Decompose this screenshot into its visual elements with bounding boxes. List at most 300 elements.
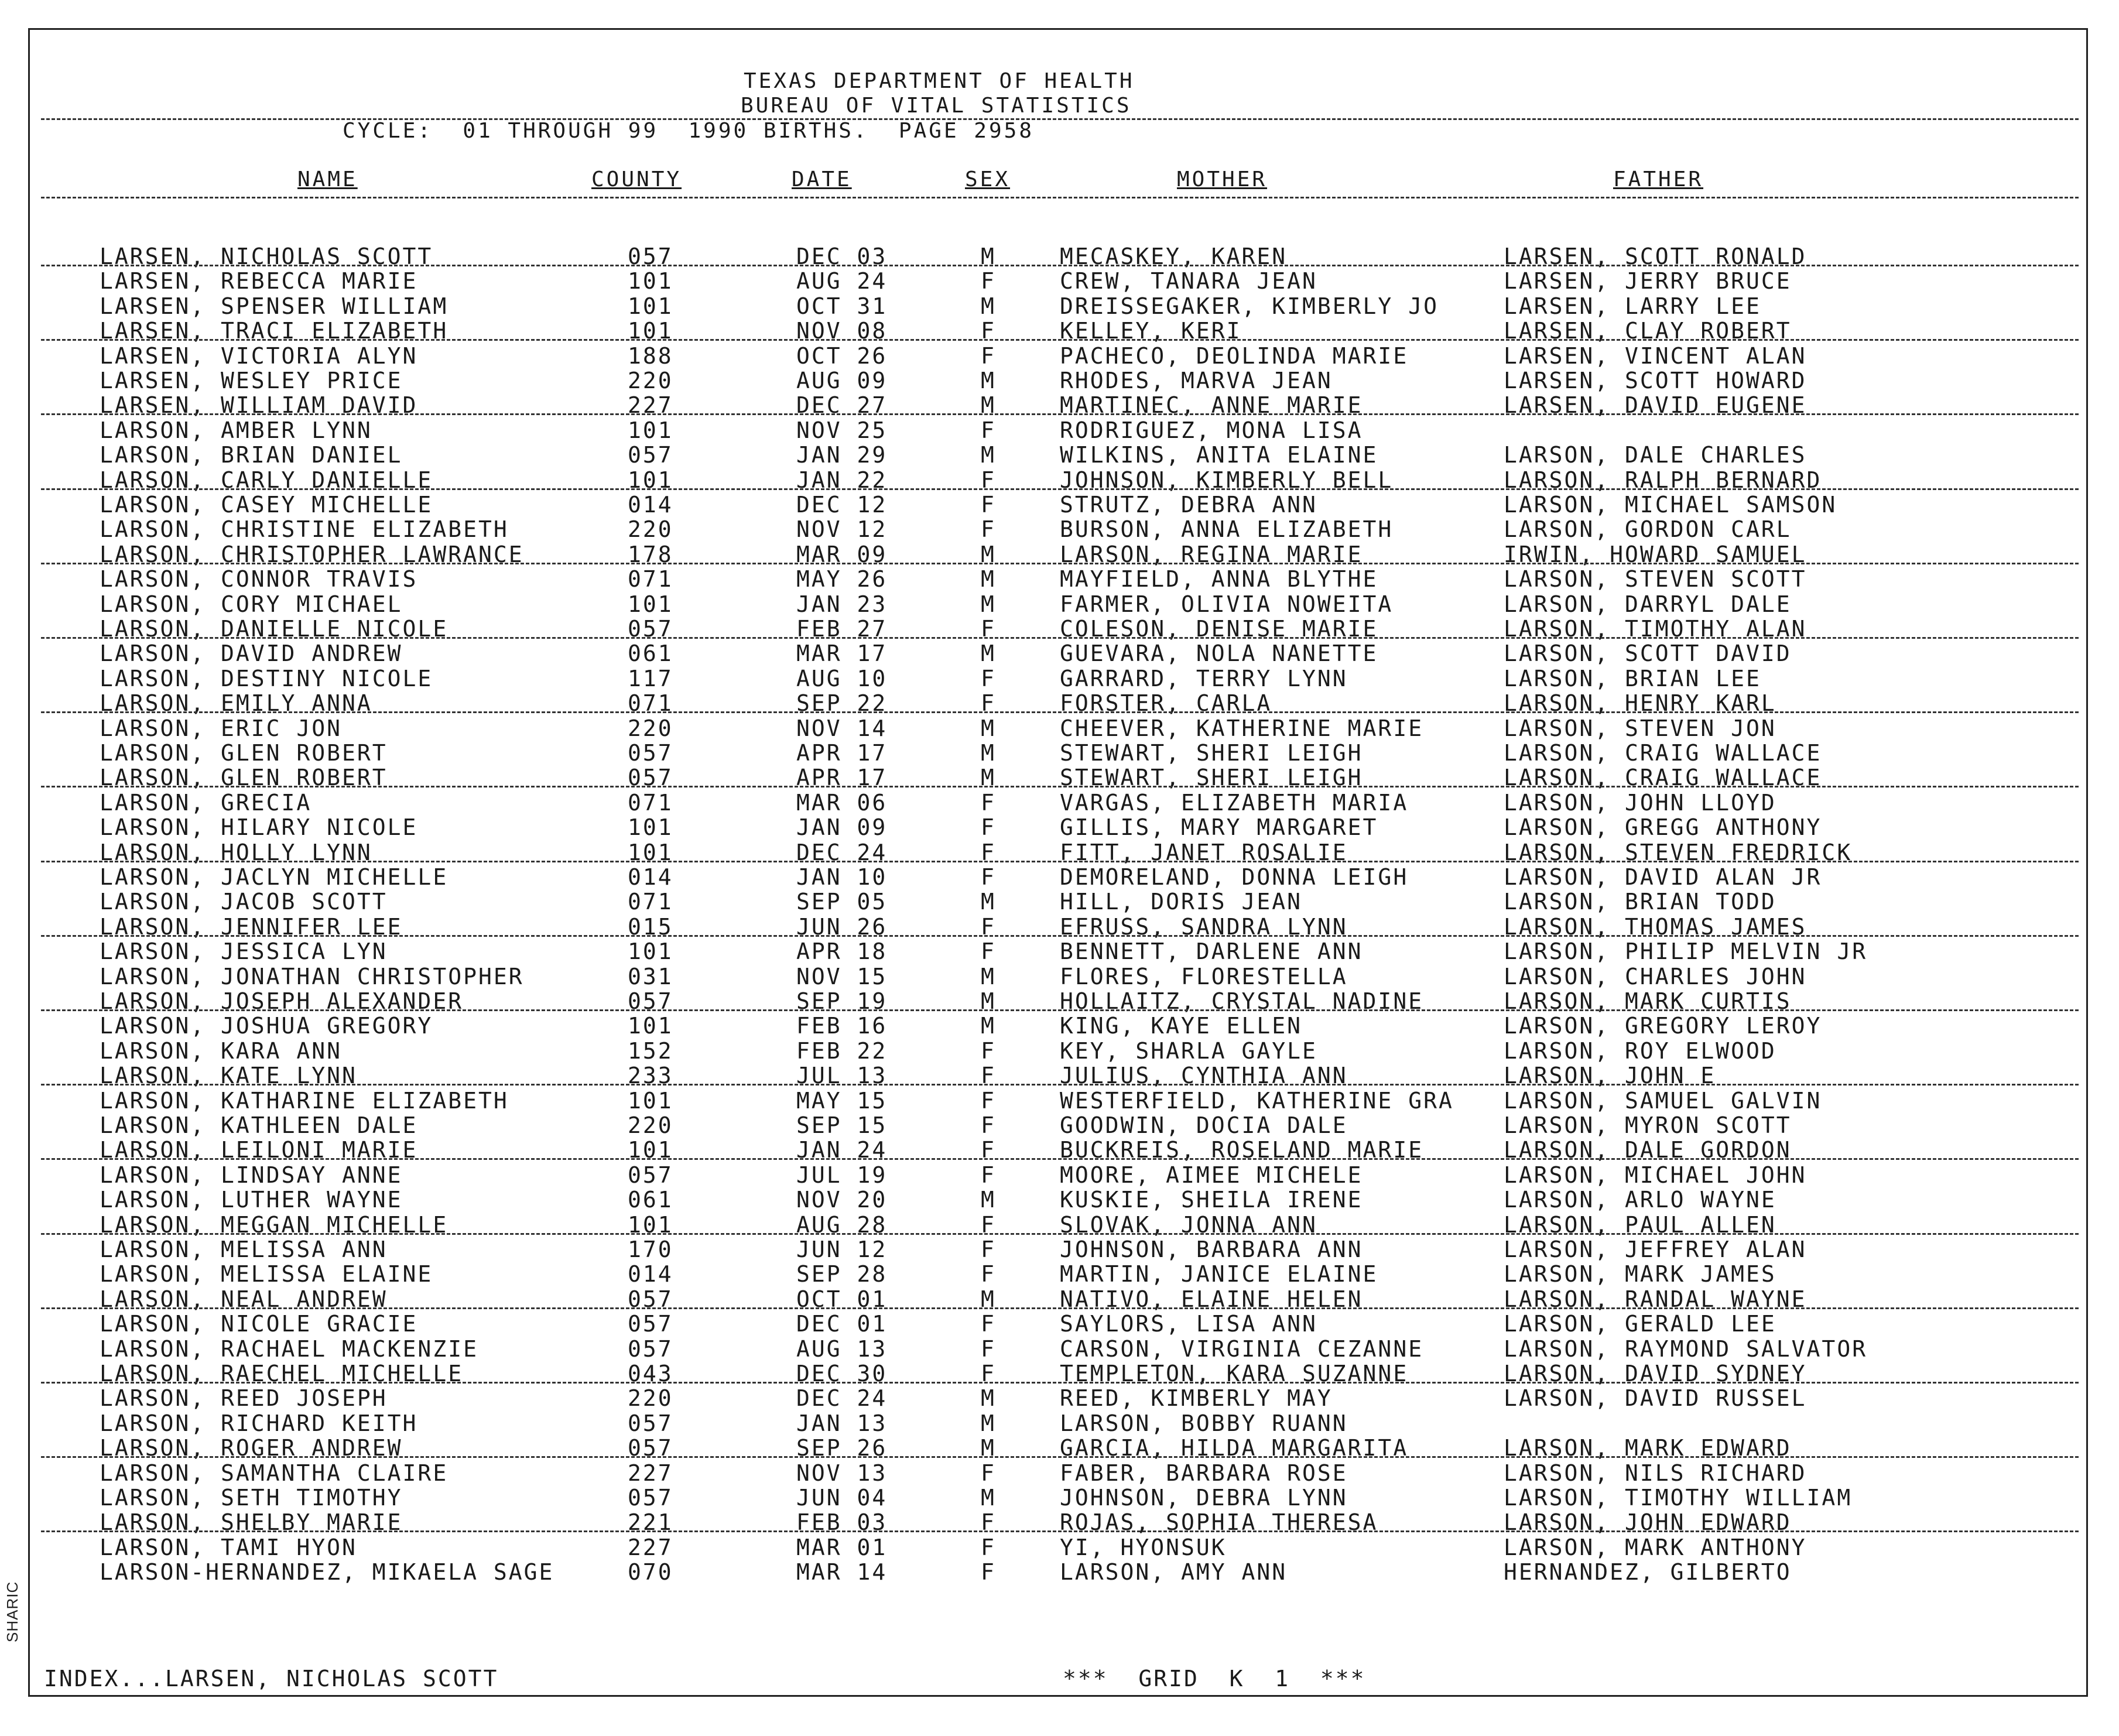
record-sex: M (981, 1410, 996, 1436)
row-separator (41, 786, 2079, 787)
record-mother: FABER, BARBARA ROSE (1060, 1460, 1348, 1486)
record-date: NOV 12 (796, 516, 888, 543)
record-sex: M (981, 1013, 996, 1039)
record-name: LARSON, REED JOSEPH (100, 1385, 388, 1412)
column-county: COUNTY (591, 167, 682, 191)
record-name: LARSON, NICOLE GRACIE (100, 1311, 418, 1337)
record-county: 057 (628, 616, 673, 642)
record-sex: M (981, 392, 996, 419)
record-mother: WESTERFIELD, KATHERINE GRA (1060, 1087, 1454, 1114)
record-name: LARSON, MELISSA ELAINE (100, 1261, 433, 1288)
record-name: LARSON, CHRISTOPHER LAWRANCE (100, 541, 524, 567)
record-name: LARSON-HERNANDEZ, MIKAELA SAGE (100, 1559, 554, 1586)
record-name: LARSON, DAVID ANDREW (100, 641, 403, 667)
record-mother: KEY, SHARLA GAYLE (1060, 1038, 1317, 1064)
record-father: LARSON, GREGG ANTHONY (1504, 814, 1822, 841)
record-sex: M (981, 1385, 996, 1412)
record-mother: MARTINEC, ANNE MARIE (1060, 392, 1363, 419)
record-mother: CARSON, VIRGINIA CEZANNE (1060, 1336, 1424, 1362)
record-county: 101 (628, 417, 673, 443)
record-sex: F (981, 1237, 996, 1262)
record-name: LARSON, KARA ANN (100, 1038, 343, 1064)
record-name: LARSON, HILARY NICOLE (100, 814, 418, 841)
side-label: SHARIC (4, 1581, 21, 1642)
record-date: JAN 13 (796, 1410, 888, 1436)
record-date: NOV 20 (796, 1187, 888, 1213)
record-father: LARSON, BRIAN TODD (1504, 889, 1776, 915)
record-sex: F (981, 1311, 996, 1337)
record-sex: F (981, 814, 996, 841)
record-mother: WILKINS, ANITA ELAINE (1060, 442, 1378, 468)
record-sex: F (981, 268, 996, 295)
record-mother: RODRIGUEZ, MONA LISA (1060, 417, 1363, 443)
record-father: LARSON, SAMUEL GALVIN (1504, 1087, 1822, 1114)
record-name: LARSON, CORY MICHAEL (100, 591, 403, 617)
record-mother: JOHNSON, BARBARA ANN (1060, 1237, 1363, 1262)
record-county: 057 (628, 740, 673, 766)
record-date: MAR 06 (796, 789, 888, 816)
column-mother: MOTHER (1177, 167, 1268, 191)
record-mother: HILL, DORIS JEAN (1060, 889, 1303, 915)
record-name: LARSON, SETH TIMOTHY (100, 1485, 403, 1511)
record-county: 220 (628, 368, 673, 393)
record-county: 014 (628, 1261, 673, 1288)
record-name: LARSON, EMILY ANNA (100, 690, 372, 717)
record-name: LARSON, JENNIFER LEE (100, 913, 403, 940)
record-mother: TEMPLETON, KARA SUZANNE (1060, 1361, 1409, 1386)
record-county: 101 (628, 1087, 673, 1114)
record-county: 057 (628, 1435, 673, 1461)
record-father: LARSEN, VINCENT ALAN (1504, 343, 1807, 369)
row-separator (41, 563, 2079, 564)
record-mother: JOHNSON, DEBRA LYNN (1060, 1485, 1348, 1511)
column-date: DATE (792, 167, 852, 191)
record-name: LARSON, SHELBY MARIE (100, 1509, 403, 1536)
record-mother: LARSON, AMY ANN (1060, 1559, 1288, 1586)
record-date: JAN 23 (796, 591, 888, 617)
record-date: FEB 22 (796, 1038, 888, 1064)
record-county: 220 (628, 715, 673, 741)
record-father: LARSON, THOMAS JAMES (1504, 913, 1807, 940)
record-sex: F (981, 864, 996, 890)
record-date: OCT 01 (796, 1286, 888, 1312)
row-separator (41, 935, 2079, 937)
record-county: 220 (628, 516, 673, 543)
record-father: LARSON, DAVID SYDNEY (1504, 1361, 1807, 1386)
record-sex: F (981, 690, 996, 717)
row-separator (41, 1084, 2079, 1086)
record-mother: CREW, TANARA JEAN (1060, 268, 1317, 295)
record-mother: JULIUS, CYNTHIA ANN (1060, 1063, 1348, 1089)
record-sex: M (981, 541, 996, 567)
record-sex: F (981, 1336, 996, 1362)
footer-index: INDEX...LARSEN, NICHOLAS SCOTT (44, 1666, 499, 1692)
record-county: 101 (628, 268, 673, 295)
record-date: NOV 08 (796, 318, 888, 344)
record-name: LARSON, RAECHEL MICHELLE (100, 1361, 464, 1386)
record-county: 227 (628, 1460, 673, 1486)
footer-grid: *** GRID K 1 *** (1063, 1666, 1366, 1692)
record-county: 057 (628, 765, 673, 791)
record-county: 057 (628, 988, 673, 1014)
record-sex: F (981, 1361, 996, 1386)
record-sex: F (981, 467, 996, 493)
record-name: LARSON, SAMANTHA CLAIRE (100, 1460, 449, 1486)
record-name: LARSON, MEGGAN MICHELLE (100, 1211, 449, 1238)
record-sex: F (981, 1087, 996, 1114)
record-county: 178 (628, 541, 673, 567)
record-county: 101 (628, 318, 673, 344)
record-sex: M (981, 988, 996, 1014)
record-name: LARSON, CHRISTINE ELIZABETH (100, 516, 509, 543)
row-separator (41, 861, 2079, 862)
record-name: LARSON, BRIAN DANIEL (100, 442, 403, 468)
record-name: LARSON, AMBER LYNN (100, 417, 372, 443)
record-mother: DREISSEGAKER, KIMBERLY JO (1060, 293, 1439, 319)
record-father: LARSEN, DAVID EUGENE (1504, 392, 1807, 419)
record-sex: M (981, 368, 996, 393)
row-separator (41, 637, 2079, 639)
record-county: 015 (628, 913, 673, 940)
record-father: LARSON, TIMOTHY WILLIAM (1504, 1485, 1853, 1511)
record-county: 101 (628, 1137, 673, 1163)
record-county: 057 (628, 1162, 673, 1188)
record-mother: FLORES, FLORESTELLA (1060, 963, 1348, 989)
record-name: LARSON, GLEN ROBERT (100, 765, 388, 791)
record-sex: F (981, 1261, 996, 1288)
record-county: 101 (628, 814, 673, 841)
record-county: 057 (628, 244, 673, 269)
record-name: LARSON, RACHAEL MACKENZIE (100, 1336, 478, 1362)
record-father: LARSON, MICHAEL SAMSON (1504, 492, 1837, 518)
record-date: OCT 26 (796, 343, 888, 369)
record-father: LARSON, DALE CHARLES (1504, 442, 1807, 468)
record-date: DEC 24 (796, 1385, 888, 1412)
record-name: LARSON, GLEN ROBERT (100, 740, 388, 766)
record-father: LARSEN, JERRY BRUCE (1504, 268, 1792, 295)
record-county: 101 (628, 1211, 673, 1238)
record-mother: LARSON, REGINA MARIE (1060, 541, 1363, 567)
record-mother: GUEVARA, NOLA NANETTE (1060, 641, 1378, 667)
record-father: LARSEN, SCOTT HOWARD (1504, 368, 1807, 393)
record-sex: F (981, 1559, 996, 1586)
record-date: AUG 13 (796, 1336, 888, 1362)
record-sex: F (981, 1534, 996, 1560)
record-father: LARSON, MARK ANTHONY (1504, 1534, 1807, 1560)
record-mother: KELLEY, KERI (1060, 318, 1242, 344)
column-father: FATHER (1613, 167, 1704, 191)
record-sex: F (981, 1211, 996, 1238)
record-date: DEC 30 (796, 1361, 888, 1386)
record-date: NOV 14 (796, 715, 888, 741)
record-date: APR 17 (796, 765, 888, 791)
record-county: 220 (628, 1112, 673, 1138)
record-date: NOV 15 (796, 963, 888, 989)
record-father: LARSON, ROY ELWOOD (1504, 1038, 1776, 1064)
row-separator (41, 413, 2079, 415)
record-father: LARSON, JOHN E (1504, 1063, 1716, 1089)
record-mother: YI, HYONSUK (1060, 1534, 1227, 1560)
header-cycle: CYCLE: 01 THROUGH 99 1990 BIRTHS. PAGE 2958 (343, 119, 1034, 143)
record-father: LARSON, RAYMOND SALVATOR (1504, 1336, 1868, 1362)
record-date: JUN 04 (796, 1485, 888, 1511)
record-county: 221 (628, 1509, 673, 1536)
record-name: LARSON, KATHLEEN DALE (100, 1112, 418, 1138)
record-sex: M (981, 1485, 996, 1511)
record-county: 071 (628, 690, 673, 717)
record-date: FEB 27 (796, 616, 888, 642)
record-father: LARSON, SCOTT DAVID (1504, 641, 1792, 667)
record-date: OCT 31 (796, 293, 888, 319)
record-date: MAY 26 (796, 566, 888, 593)
record-name: LARSON, JONATHAN CHRISTOPHER (100, 963, 524, 989)
record-name: LARSON, JOSHUA GREGORY (100, 1013, 433, 1039)
record-mother: LARSON, BOBBY RUANN (1060, 1410, 1348, 1436)
record-father: LARSON, ARLO WAYNE (1504, 1187, 1776, 1213)
record-date: NOV 25 (796, 417, 888, 443)
record-county: 014 (628, 864, 673, 890)
record-county: 101 (628, 939, 673, 965)
record-mother: NATIVO, ELAINE HELEN (1060, 1286, 1363, 1312)
record-sex: F (981, 839, 996, 865)
record-county: 057 (628, 1485, 673, 1511)
record-county: 071 (628, 789, 673, 816)
record-county: 071 (628, 889, 673, 915)
record-name: LARSEN, TRACI ELIZABETH (100, 318, 449, 344)
record-father: IRWIN, HOWARD SAMUEL (1504, 541, 1807, 567)
row-separator (41, 488, 2079, 490)
record-sex: M (981, 1435, 996, 1461)
record-mother: SLOVAK, JONNA ANN (1060, 1211, 1317, 1238)
record-county: 070 (628, 1559, 673, 1586)
record-date: AUG 10 (796, 665, 888, 691)
record-date: SEP 28 (796, 1261, 888, 1288)
record-name: LARSON, GRECIA (100, 789, 312, 816)
record-mother: BENNETT, DARLENE ANN (1060, 939, 1363, 965)
record-father: LARSON, GORDON CARL (1504, 516, 1792, 543)
record-date: NOV 13 (796, 1460, 888, 1486)
record-father: LARSON, JOHN LLOYD (1504, 789, 1776, 816)
record-name: LARSEN, WESLEY PRICE (100, 368, 403, 393)
record-county: 188 (628, 343, 673, 369)
row-separator (41, 1233, 2079, 1235)
column-sex: SEX (965, 167, 1011, 191)
record-father: LARSON, RANDAL WAYNE (1504, 1286, 1807, 1312)
record-sex: F (981, 1460, 996, 1486)
header-bureau: BUREAU OF VITAL STATISTICS (741, 94, 1132, 118)
record-name: LARSON, TAMI HYON (100, 1534, 357, 1560)
record-sex: F (981, 1038, 996, 1064)
record-sex: F (981, 318, 996, 344)
record-name: LARSON, MELISSA ANN (100, 1237, 388, 1262)
record-sex: F (981, 516, 996, 543)
record-mother: FORSTER, CARLA (1060, 690, 1272, 717)
row-separator (41, 711, 2079, 713)
row-separator (41, 339, 2079, 341)
record-father: LARSON, NILS RICHARD (1504, 1460, 1807, 1486)
record-sex: M (981, 293, 996, 319)
record-sex: F (981, 939, 996, 965)
record-county: 031 (628, 963, 673, 989)
record-date: JUN 12 (796, 1237, 888, 1262)
record-mother: KING, KAYE ELLEN (1060, 1013, 1303, 1039)
row-separator (41, 1307, 2079, 1309)
record-mother: GARCIA, HILDA MARGARITA (1060, 1435, 1409, 1461)
record-sex: F (981, 417, 996, 443)
record-mother: CHEEVER, KATHERINE MARIE (1060, 715, 1424, 741)
record-date: MAY 15 (796, 1087, 888, 1114)
record-sex: M (981, 889, 996, 915)
record-sex: F (981, 1112, 996, 1138)
record-date: MAR 14 (796, 1559, 888, 1586)
record-name: LARSON, ERIC JON (100, 715, 343, 741)
record-date: JUN 26 (796, 913, 888, 940)
record-mother: SAYLORS, LISA ANN (1060, 1311, 1317, 1337)
record-mother: HOLLAITZ, CRYSTAL NADINE (1060, 988, 1424, 1014)
record-father: LARSON, MYRON SCOTT (1504, 1112, 1792, 1138)
record-father: LARSON, JEFFREY ALAN (1504, 1237, 1807, 1262)
record-mother: EFRUSS, SANDRA LYNN (1060, 913, 1348, 940)
record-name: LARSON, RICHARD KEITH (100, 1410, 418, 1436)
record-sex: M (981, 765, 996, 791)
record-county: 101 (628, 467, 673, 493)
record-name: LARSON, JESSICA LYN (100, 939, 388, 965)
record-mother: BURSON, ANNA ELIZABETH (1060, 516, 1394, 543)
record-county: 014 (628, 492, 673, 518)
record-sex: M (981, 591, 996, 617)
record-sex: M (981, 740, 996, 766)
record-father: LARSON, RALPH BERNARD (1504, 467, 1822, 493)
record-mother: RHODES, MARVA JEAN (1060, 368, 1333, 393)
record-father: LARSON, CRAIG WALLACE (1504, 740, 1822, 766)
record-sex: M (981, 442, 996, 468)
record-county: 101 (628, 1013, 673, 1039)
record-name: LARSON, KATE LYNN (100, 1063, 357, 1089)
record-mother: GOODWIN, DOCIA DALE (1060, 1112, 1348, 1138)
row-separator (41, 1382, 2079, 1384)
record-date: APR 18 (796, 939, 888, 965)
record-father: HERNANDEZ, GILBERTO (1504, 1559, 1792, 1586)
record-sex: M (981, 244, 996, 269)
record-mother: FARMER, OLIVIA NOWEITA (1060, 591, 1394, 617)
record-father: LARSON, CHARLES JOHN (1504, 963, 1807, 989)
record-mother: KUSKIE, SHEILA IRENE (1060, 1187, 1363, 1213)
record-mother: STEWART, SHERI LEIGH (1060, 740, 1363, 766)
column-name: NAME (297, 167, 358, 191)
record-date: MAR 17 (796, 641, 888, 667)
row-separator (41, 1158, 2079, 1160)
record-father: LARSON, MARK EDWARD (1504, 1435, 1792, 1461)
record-mother: ROJAS, SOPHIA THERESA (1060, 1509, 1378, 1536)
record-mother: REED, KIMBERLY MAY (1060, 1385, 1333, 1412)
record-mother: PACHECO, DEOLINDA MARIE (1060, 343, 1409, 369)
record-date: DEC 01 (796, 1311, 888, 1337)
record-mother: DEMORELAND, DONNA LEIGH (1060, 864, 1409, 890)
record-mother: JOHNSON, KIMBERLY BELL (1060, 467, 1394, 493)
record-father: LARSON, DARRYL DALE (1504, 591, 1792, 617)
record-mother: FITT, JANET ROSALIE (1060, 839, 1348, 865)
record-date: AUG 28 (796, 1211, 888, 1238)
record-name: LARSON, HOLLY LYNN (100, 839, 372, 865)
record-date: JUL 13 (796, 1063, 888, 1089)
record-name: LARSEN, NICHOLAS SCOTT (100, 244, 433, 269)
record-name: LARSON, LINDSAY ANNE (100, 1162, 403, 1188)
record-name: LARSON, KATHARINE ELIZABETH (100, 1087, 509, 1114)
record-father: LARSON, PAUL ALLEN (1504, 1211, 1776, 1238)
row-separator (41, 1530, 2079, 1532)
record-sex: M (981, 715, 996, 741)
record-date: JAN 22 (796, 467, 888, 493)
record-father: LARSON, CRAIG WALLACE (1504, 765, 1822, 791)
record-name: LARSEN, REBECCA MARIE (100, 268, 418, 295)
record-father: LARSON, DAVID RUSSEL (1504, 1385, 1807, 1412)
record-sex: M (981, 963, 996, 989)
record-mother: STEWART, SHERI LEIGH (1060, 765, 1363, 791)
record-father: LARSON, STEVEN JON (1504, 715, 1776, 741)
record-mother: BUCKREIS, ROSELAND MARIE (1060, 1137, 1424, 1163)
record-father: LARSON, STEVEN FREDRICK (1504, 839, 1853, 865)
record-date: DEC 03 (796, 244, 888, 269)
record-name: LARSON, CONNOR TRAVIS (100, 566, 418, 593)
record-date: SEP 05 (796, 889, 888, 915)
record-date: DEC 24 (796, 839, 888, 865)
record-date: JAN 29 (796, 442, 888, 468)
record-name: LARSON, NEAL ANDREW (100, 1286, 388, 1312)
record-date: DEC 12 (796, 492, 888, 518)
record-name: LARSEN, WILLIAM DAVID (100, 392, 418, 419)
record-county: 057 (628, 442, 673, 468)
record-father: LARSEN, LARRY LEE (1504, 293, 1761, 319)
record-county: 220 (628, 1385, 673, 1412)
record-county: 057 (628, 1311, 673, 1337)
record-name: LARSEN, SPENSER WILLIAM (100, 293, 449, 319)
record-father: LARSEN, CLAY ROBERT (1504, 318, 1792, 344)
record-mother: GARRARD, TERRY LYNN (1060, 665, 1348, 691)
record-sex: F (981, 1162, 996, 1188)
record-father: LARSON, MARK CURTIS (1504, 988, 1792, 1014)
record-name: LARSON, CASEY MICHELLE (100, 492, 433, 518)
record-date: MAR 01 (796, 1534, 888, 1560)
record-date: SEP 22 (796, 690, 888, 717)
record-date: AUG 09 (796, 368, 888, 393)
record-name: LARSON, LEILONI MARIE (100, 1137, 418, 1163)
record-date: JUL 19 (796, 1162, 888, 1188)
record-sex: F (981, 665, 996, 691)
record-father: LARSON, DALE GORDON (1504, 1137, 1792, 1163)
record-county: 227 (628, 1534, 673, 1560)
record-date: SEP 19 (796, 988, 888, 1014)
record-date: SEP 15 (796, 1112, 888, 1138)
record-county: 043 (628, 1361, 673, 1386)
record-father: LARSON, MARK JAMES (1504, 1261, 1776, 1288)
row-separator (41, 265, 2079, 266)
record-sex: F (981, 492, 996, 518)
row-separator (41, 1009, 2079, 1011)
record-date: JAN 10 (796, 864, 888, 890)
record-mother: MAYFIELD, ANNA BLYTHE (1060, 566, 1378, 593)
record-county: 117 (628, 665, 673, 691)
record-county: 233 (628, 1063, 673, 1089)
record-date: JAN 24 (796, 1137, 888, 1163)
record-father: LARSON, HENRY KARL (1504, 690, 1776, 717)
record-name: LARSON, JACLYN MICHELLE (100, 864, 449, 890)
record-father: LARSON, PHILIP MELVIN JR (1504, 939, 1868, 965)
record-father: LARSON, STEVEN SCOTT (1504, 566, 1807, 593)
record-sex: F (981, 343, 996, 369)
record-father: LARSON, DAVID ALAN JR (1504, 864, 1822, 890)
record-date: SEP 26 (796, 1435, 888, 1461)
record-mother: COLESON, DENISE MARIE (1060, 616, 1378, 642)
